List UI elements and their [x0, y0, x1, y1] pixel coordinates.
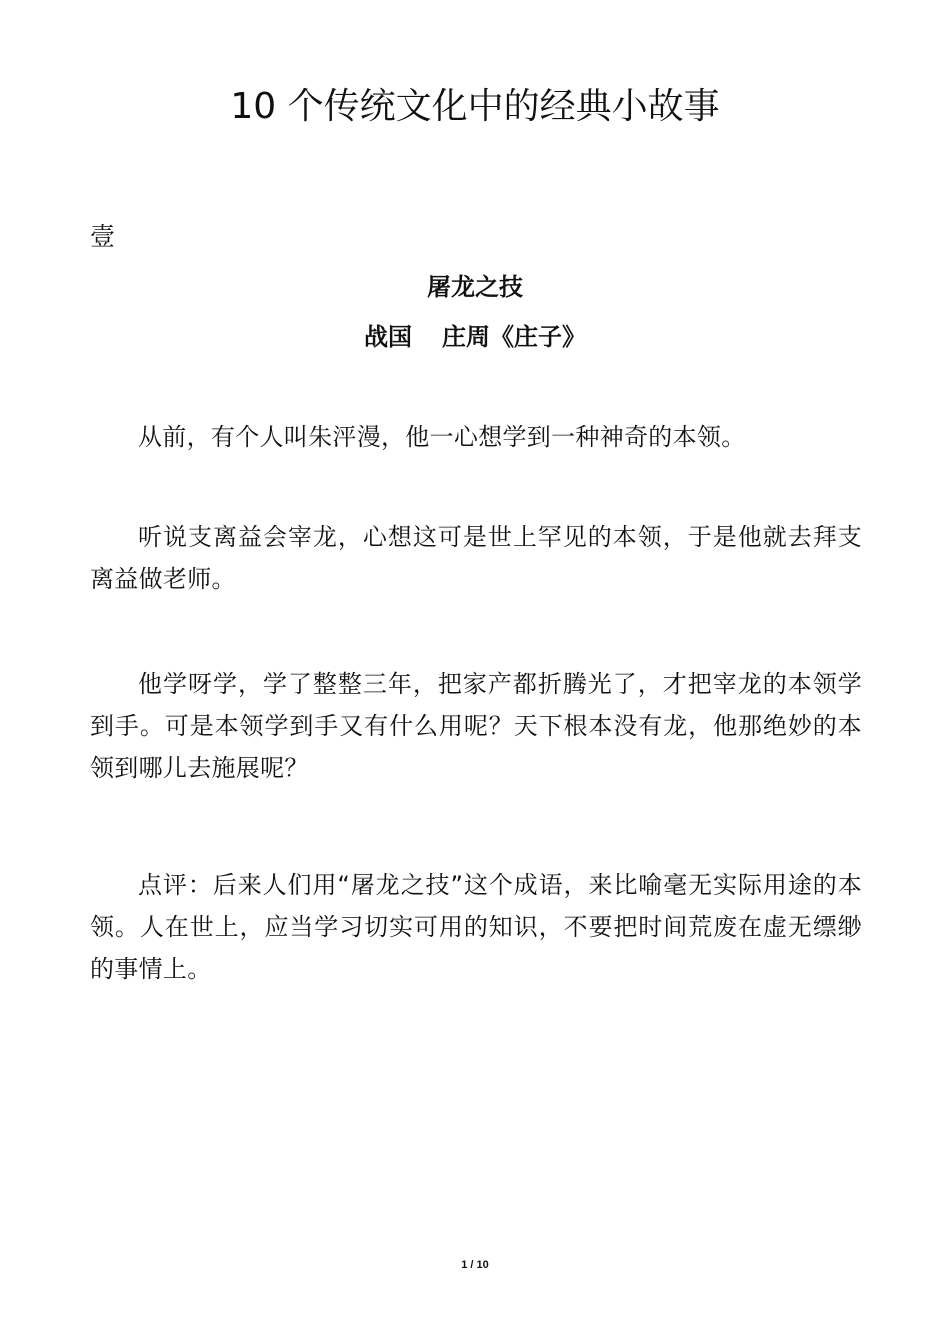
story-paragraph: 听说支离益会宰龙，心想这可是世上罕见的本领，于是他就去拜支离益做老师。: [90, 523, 862, 593]
story-paragraph: 从前，有个人叫朱泙漫，他一心想学到一种神奇的本领。: [138, 423, 746, 451]
story-title: 屠龙之技: [427, 273, 523, 301]
story-author-work: 庄周《庄子》: [442, 323, 586, 351]
story-era: 战国: [364, 323, 412, 351]
page-number: 1 / 10: [461, 1259, 489, 1271]
story-source-line: [0, 319, 950, 355]
story-paragraph: 他学呀学，学了整整三年，把家产都折腾光了，才把宰龙的本领学到手。可是本领学到手又有什么用呢？天下根本没有龙，他那绝妙的本领到哪儿去施展呢？: [90, 670, 862, 782]
document-title: 10 个传统文化中的经典小故事: [230, 86, 720, 127]
section-marker: 壹: [90, 222, 116, 251]
commentary-paragraph: 点评：后来人们用“屠龙之技”这个成语，来比喻毫无实际用途的本领。人在世上，应当学习切实可用的知识，不要把时间荒废在虚无缥缈的事情上。: [90, 871, 862, 983]
